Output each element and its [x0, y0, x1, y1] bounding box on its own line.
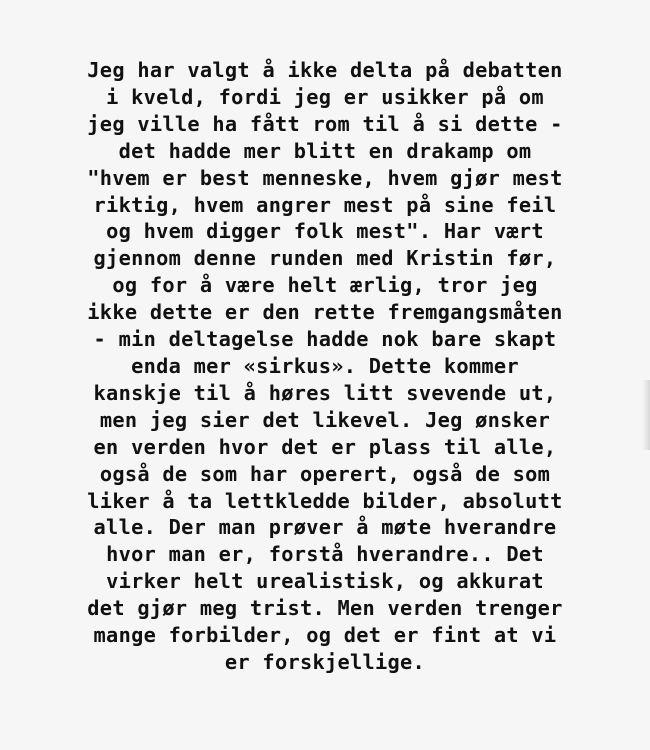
story-line: og hvem digger folk mest". Har vært: [106, 219, 544, 244]
screen-edge-shadow: [642, 380, 650, 450]
story-line: det gjør meg trist. Men verden trenger: [87, 596, 563, 621]
story-line: en verden hvor det er plass til alle,: [93, 434, 557, 459]
story-line: virker helt urealistisk, og akkurat: [106, 569, 544, 594]
story-line: det hadde mer blitt en drakamp om: [118, 138, 532, 163]
story-line: gjennom denne runden med Kristin før,: [93, 246, 557, 271]
story-line: hvor man er, forstå hverandre.. Det: [106, 542, 544, 567]
story-line: er forskjellige.: [224, 649, 426, 674]
story-line: "hvem er best menneske, hvem gjør mest: [87, 165, 563, 190]
story-line: kanskje til å høres litt svevende ut,: [93, 380, 557, 405]
story-line: i kveld, fordi jeg er usikker på om: [106, 84, 544, 109]
story-line: ikke dette er den rette fremgangsmåten: [87, 300, 563, 325]
story-line: - min deltagelse hadde nok bare skapt: [93, 327, 557, 352]
story-line: men jeg sier det likevel. Jeg ønsker: [99, 407, 551, 432]
story-text-block: [20, 57, 630, 676]
story-line: riktig, hvem angrer mest på sine feil: [93, 192, 557, 217]
story-line: Jeg har valgt å ikke delta på debatten: [87, 58, 563, 82]
story-line: og for å være helt ærlig, tror jeg: [112, 273, 538, 298]
story-line: enda mer «sirkus». Dette kommer: [131, 353, 519, 378]
story-line: også de som har operert, også de som: [99, 461, 551, 486]
story-line: mange forbilder, og det er fint at vi: [93, 623, 557, 648]
story-line: jeg ville ha fått rom til å si dette -: [87, 111, 563, 136]
story-line: liker å ta lettkledde bilder, absolutt: [87, 488, 563, 513]
story-line: alle. Der man prøver å møte hverandre: [93, 515, 557, 540]
